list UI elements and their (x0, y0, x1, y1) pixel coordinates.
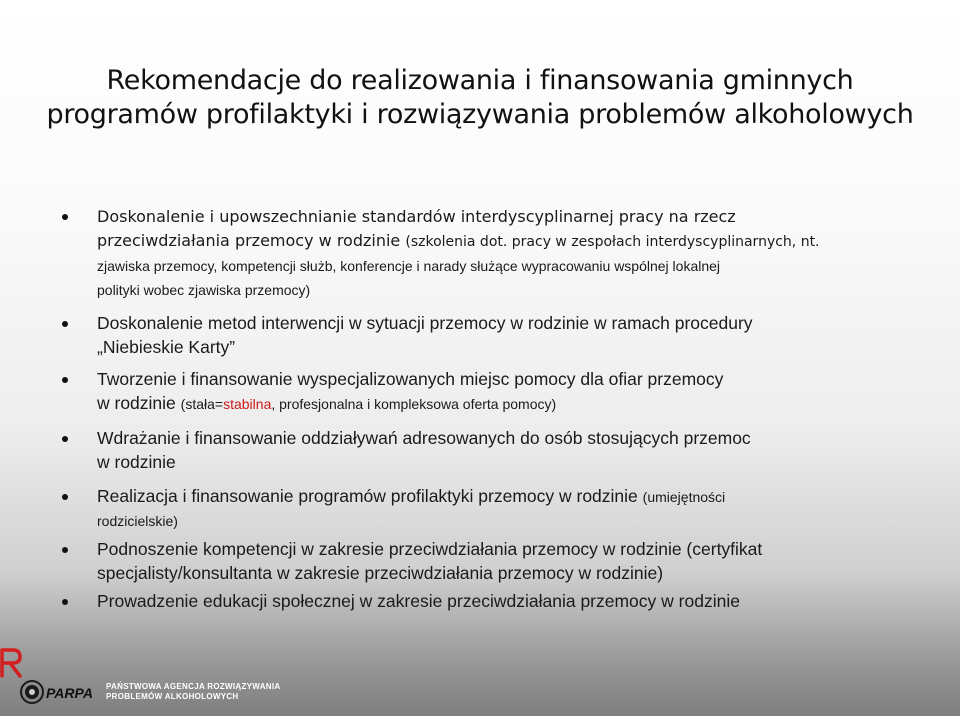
bullet-dot (62, 436, 68, 442)
bullet-3-sub-a: (stała= (180, 395, 224, 412)
bullet-list (62, 205, 882, 614)
bullet-item-3 (62, 368, 882, 416)
bullet-item-2 (62, 312, 882, 359)
title-line-2: programów profilaktyki i rozwiązywania problemów alkoholowych (46, 99, 914, 130)
bullet-5-line-1 (97, 485, 882, 510)
bullet-1-continuation (62, 254, 882, 302)
bullet-1-line-1: Doskonalenie i upowszechnianie standardów interdyscyplinarnej pracy na rzecz (97, 207, 736, 226)
bullet-3-sub-b: , profesjonalna i kompleksowa oferta pomocy) (271, 395, 557, 412)
parpa-logo-icon (20, 676, 100, 708)
bullet-4-line-1: Wdrażanie i finansowanie oddziaływań adresowanych do osób stosujących przemoc (97, 428, 751, 448)
bullet-dot (62, 494, 68, 500)
bullet-3-sub-red: stabilna (223, 395, 272, 412)
bullet-item-7 (62, 590, 882, 614)
bullet-5-line-1-sub: (umiejętności (642, 489, 726, 505)
bullet-dot (62, 377, 68, 383)
bullet-dot (62, 547, 68, 553)
bullet-item-6 (62, 538, 882, 585)
bullet-dot (62, 599, 68, 605)
title-line-1: Rekomendacje do realizowania i finansowania gminnych (106, 65, 854, 96)
bullet-item-5 (62, 485, 882, 533)
org-line-1: PAŃSTWOWA AGENCJA ROZWIĄZYWANIA (106, 682, 281, 691)
bullet-2-line-2: „Niebieskie Karty” (97, 336, 236, 357)
bullet-item-4 (62, 427, 882, 474)
bullet-dot (62, 214, 68, 220)
corner-logo-mark-icon (0, 648, 22, 678)
bullet-1-line-2 (97, 229, 882, 254)
bullet-4-line-2: w rodzinie (97, 451, 176, 472)
slide-title (20, 64, 940, 132)
bullet-6-line-2: specjalisty/konsultanta w zakresie przeciwdziałania przemocy w rodzinie) (97, 562, 664, 583)
bullet-6-line-1: Podnoszenie kompetencji w zakresie przeciwdziałania przemocy w rodzinie (certyfikat (97, 539, 763, 559)
organization-name (106, 682, 280, 702)
bullet-1-line-4: polityki wobec zjawiska przemocy) (97, 282, 311, 298)
bullet-1-line-3: zjawiska przemocy, kompetencji służb, konferencje i narady służące wypracowaniu wspólnej lokalnej (97, 258, 721, 274)
bullet-3-line-2-main: w rodzinie (97, 392, 176, 413)
bullet-7-line-1: Prowadzenie edukacji społecznej w zakresie przeciwdziałania przemocy w rodzinie (97, 591, 740, 611)
bullet-1-line-2-main: przeciwdziałania przemocy w rodzinie (97, 231, 401, 250)
bullet-3-line-2 (97, 392, 882, 417)
bullet-item-1 (62, 205, 882, 254)
bullet-2-line-1: Doskonalenie metod interwencji w sytuacji przemocy w rodzinie w ramach procedury (97, 313, 753, 333)
bullet-5-line-2: rodzicielskie) (97, 512, 178, 529)
bullet-dot (62, 321, 68, 327)
bullet-3-line-2-sub (181, 396, 557, 412)
bullet-5-line-1-main: Realizacja i finansowanie programów profilaktyki przemocy w rodzinie (97, 486, 638, 506)
org-line-2: PROBLEMÓW ALKOHOLOWYCH (106, 692, 239, 701)
logo-wordmark: PARPA (46, 685, 93, 701)
bullet-1-line-2-sub: (szkolenia dot. pracy w zespołach interdyscyplinarnych, nt. (405, 234, 820, 250)
bullet-3-line-1: Tworzenie i finansowanie wyspecjalizowanych miejsc pomocy dla ofiar przemocy (97, 369, 724, 389)
